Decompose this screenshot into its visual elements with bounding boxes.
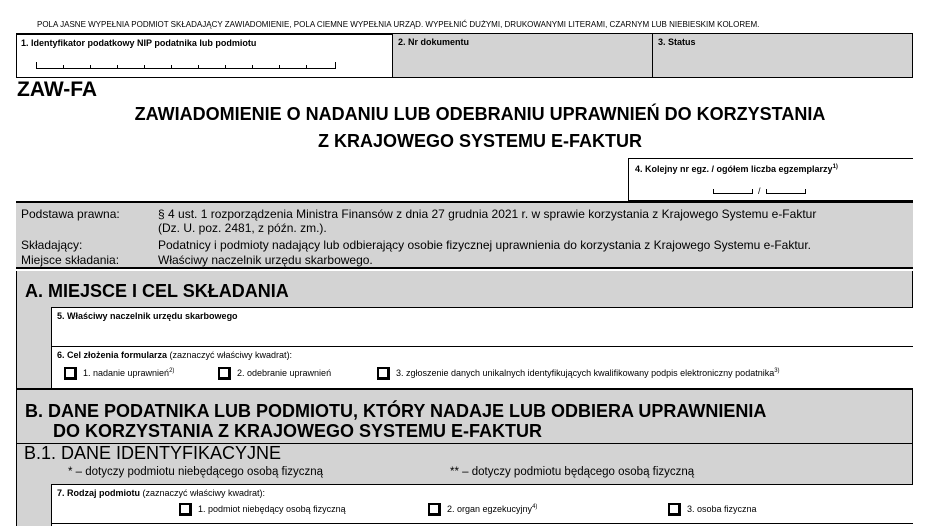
- form-title-line1: ZAWIADOMIENIE O NADANIU LUB ODEBRANIU UPRAWNIEŃ DO KORZYSTANIA: [134, 104, 826, 124]
- submission-place-text: Właściwy naczelnik urzędu skarbowego.: [158, 253, 373, 267]
- nip-field[interactable]: [16, 34, 392, 78]
- copy-number-input[interactable]: [713, 189, 753, 194]
- submitter-label: Składający:: [21, 238, 83, 252]
- checkbox-signature[interactable]: [377, 367, 390, 380]
- nip-digit-line: [36, 62, 336, 69]
- checkbox-natural[interactable]: [668, 503, 681, 516]
- purpose-label: 6. Cel złożenia formularza (zaznaczyć właściwy kwadrat):: [57, 350, 293, 360]
- legal-basis-text: § 4 ust. 1 rozporządzenia Ministra Finansów z dnia 27 grudnia 2021 r. w sprawie korzystania z Krajowego Systemu e-Faktur: [158, 207, 817, 221]
- tax-office-label: 5. Właściwy naczelnik urzędu skarbowego: [57, 311, 238, 321]
- nip-field-label: 1. Identyfikator podatkowy NIP podatnika lub podmiotu: [21, 38, 257, 48]
- tax-office-field[interactable]: [51, 307, 913, 347]
- purpose-option-grant[interactable]: 1. nadanie uprawnień$^{2)}$: [64, 367, 174, 380]
- doc-number-field: [392, 34, 652, 77]
- entity-option-enforcement[interactable]: 2. organ egzekucyjny$^{4)}$: [428, 503, 537, 516]
- checkbox-non-natural[interactable]: [179, 503, 192, 516]
- section-b-title-line2: DO KORZYSTANIA Z KRAJOWEGO SYSTEMU E-FAKTUR: [53, 421, 543, 441]
- copy-total-input[interactable]: [766, 189, 806, 194]
- checkbox-revoke[interactable]: [218, 367, 231, 380]
- purpose-option-revoke[interactable]: 2. odebranie uprawnień: [218, 367, 331, 380]
- doc-number-label: 2. Nr dokumentu: [398, 37, 470, 47]
- purpose-option-signature[interactable]: 3. zgłoszenie danych unikalnych identyfikujących kwalifikowany podpis elektroniczny podatnika$^{3)}$: [377, 367, 780, 380]
- b1-note-natural-person: ** – dotyczy podmiotu będącego osobą fizyczną: [450, 466, 695, 478]
- submitter-text: Podatnicy i podmioty nadający lub odbierający osobie fizycznej uprawnienia do korzystania z Krajowego Systemu e-Faktur.: [158, 238, 812, 252]
- submission-place-label: Miejsce składania:: [21, 253, 120, 267]
- checkbox-grant[interactable]: [64, 367, 77, 380]
- copy-number-label: 4. Kolejny nr egz. / ogółem liczba egzemplarzy$^{1)}$: [635, 164, 838, 174]
- b1-note-legal-entity: * – dotyczy podmiotu niebędącego osobą fizyczną: [68, 466, 324, 478]
- legal-basis-label: Podstawa prawna:: [21, 207, 120, 221]
- purpose-field: [51, 347, 913, 388]
- copy-number-separator: /: [758, 186, 761, 196]
- entity-type-label: 7. Rodzaj podmiotu (zaznaczyć właściwy kwadrat):: [57, 488, 266, 498]
- entity-option-non-natural[interactable]: 1. podmiot niebędący osobą fizyczną: [179, 503, 346, 516]
- checkbox-enforcement[interactable]: [428, 503, 441, 516]
- legal-basis-text-cont: (Dz. U. poz. 2481, z późn. zm.).: [158, 221, 327, 235]
- form-instruction-note: POLA JASNE WYPEŁNIA PODMIOT SKŁADAJĄCY ZAWIADOMIENIE, POLA CIEMNE WYPEŁNIA URZĄD. WYPEŁNIĆ DUŻYMI, DRUKOWANYMI LITERAMI, CZARNYM LUB NIEBIESKIM KOLOREM.: [37, 20, 760, 29]
- form-code: ZAW-FA: [17, 78, 98, 101]
- legal-info-block: [16, 201, 913, 269]
- section-b-title-line1: B. DANE PODATNIKA LUB PODMIOTU, KTÓRY NADAJE LUB ODBIERA UPRAWNIENIA: [25, 401, 767, 421]
- entity-type-field: [51, 484, 913, 526]
- section-a-title: A. MIEJSCE I CEL SKŁADANIA: [25, 281, 289, 301]
- entity-option-natural[interactable]: 3. osoba fizyczna: [668, 503, 757, 516]
- entity-type-bottom-border: [51, 523, 913, 524]
- form-title-line2: Z KRAJOWEGO SYSTEMU E-FAKTUR: [317, 131, 642, 151]
- section-b1-title: B.1. DANE IDENTYFIKACYJNE: [24, 443, 282, 463]
- status-label: 3. Status: [658, 37, 696, 47]
- status-field: [652, 34, 912, 77]
- copy-number-field[interactable]: [628, 158, 913, 201]
